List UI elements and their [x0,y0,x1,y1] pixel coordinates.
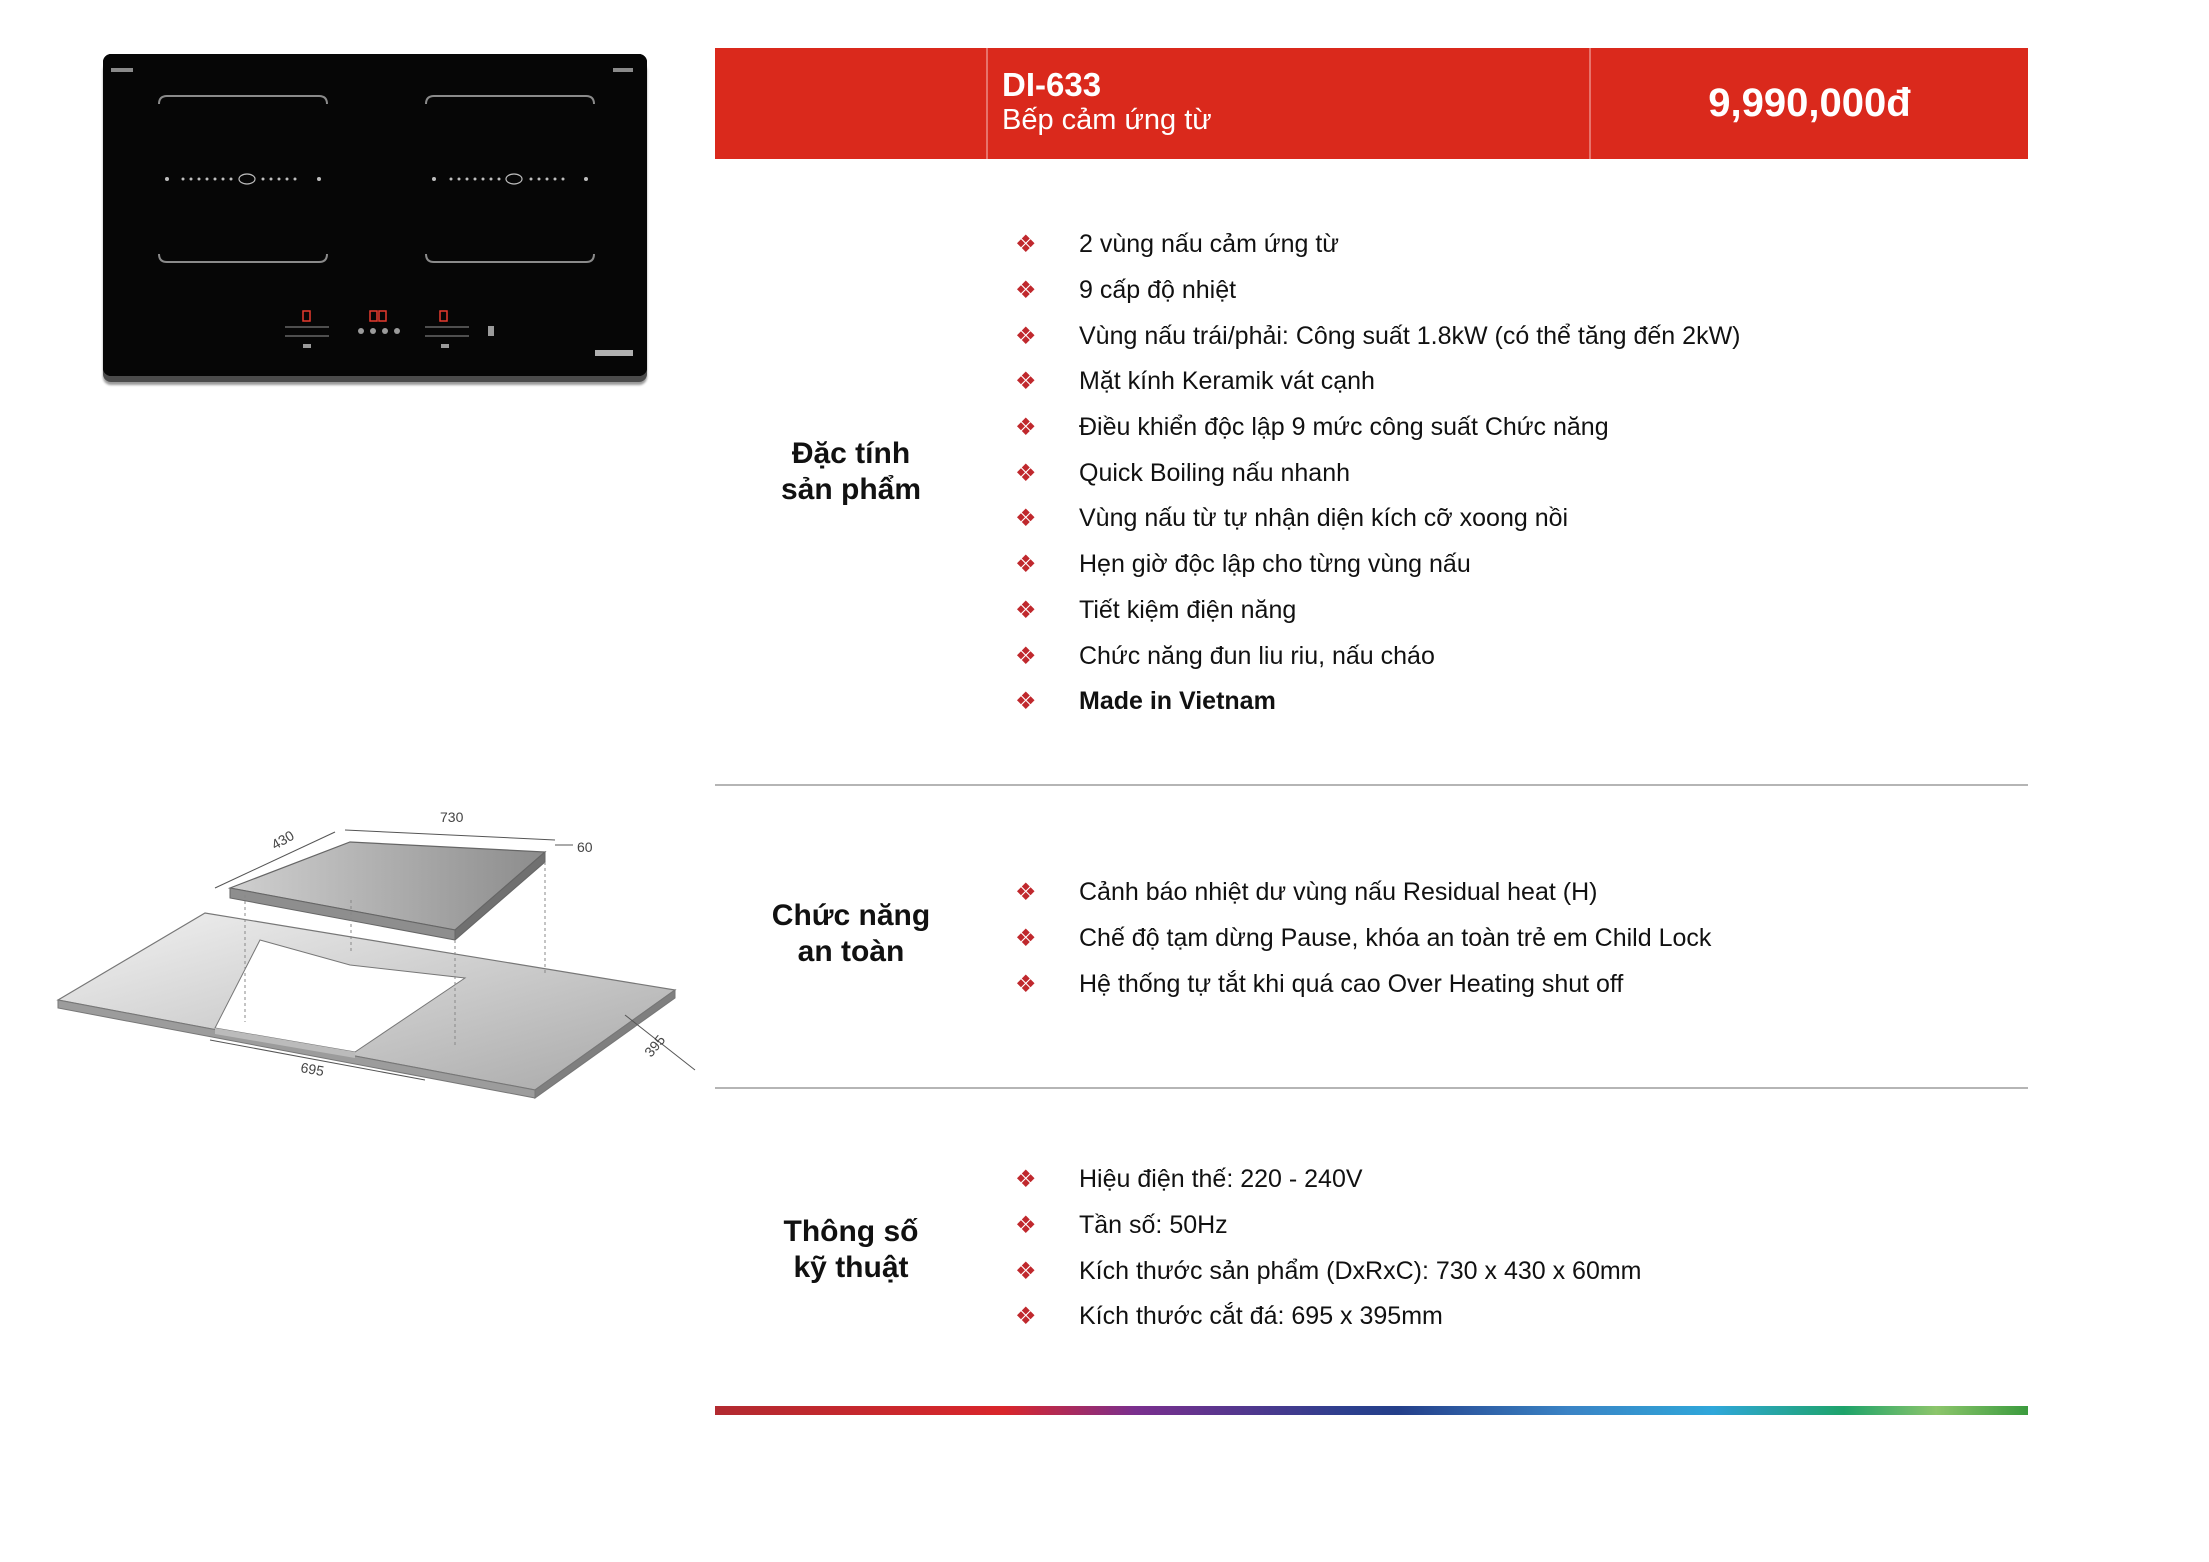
section-label-line: Thông số [783,1215,919,1248]
diamond-bullet-icon: ❖ [1015,322,1037,350]
diamond-bullet-icon: ❖ [1015,505,1037,533]
list-item-text: Hệ thống tự tắt khi quá cao Over Heating shut off [1079,969,1624,998]
diamond-bullet-icon: ❖ [1015,688,1037,716]
spec-list [1015,1157,1642,1340]
list-item [1015,1294,1642,1340]
section-label-line: Đặc tính [791,437,911,470]
dimension-label: 730 [440,809,464,825]
diamond-bullet-icon: ❖ [1015,596,1037,624]
diamond-bullet-icon: ❖ [1015,414,1037,442]
diamond-bullet-icon: ❖ [1015,551,1037,579]
list-item-text: Made in Vietnam [1079,687,1276,716]
list-item [1015,961,1711,1007]
cooktop-drawing [103,54,647,376]
diamond-bullet-icon: ❖ [1015,1257,1037,1285]
list-item-text: Vùng nấu từ tự nhận diện kích cỡ xoong nồi [1079,504,1569,533]
list-item [1015,588,1741,634]
list-item [1015,542,1741,588]
section-label-line: an toàn [797,935,905,968]
diamond-bullet-icon: ❖ [1015,368,1037,396]
diamond-bullet-icon: ❖ [1015,1303,1037,1331]
installation-diagram [55,800,705,1110]
list-item-text: Kích thước sản phẩm (DxRxC): 730 x 430 x 60mm [1079,1256,1642,1285]
diamond-bullet-icon: ❖ [1015,879,1037,907]
list-item [1015,633,1741,679]
list-item [1015,916,1711,962]
list-item-text: Chế độ tạm dừng Pause, khóa an toàn trẻ em Child Lock [1079,924,1712,953]
list-item [1015,496,1741,542]
list-item [1015,1157,1642,1203]
list-item [1015,313,1741,359]
list-item [1015,870,1711,916]
diamond-bullet-icon: ❖ [1015,277,1037,305]
list-item [1015,222,1741,268]
section-label-features [715,436,987,508]
color-stripe [715,1406,2028,1415]
dimension-label: 695 [299,1059,326,1080]
list-item-text: Hiệu điện thế: 220 - 240V [1079,1165,1363,1194]
section-label-line: sản phẩm [780,473,922,506]
list-item-text: Chức năng đun liu riu, nấu cháo [1079,641,1435,670]
list-item-text: Vùng nấu trái/phải: Công suất 1.8kW (có thể tăng đến 2kW) [1079,321,1741,350]
list-item [1015,679,1741,725]
diamond-bullet-icon: ❖ [1015,459,1037,487]
section-divider [715,784,2028,786]
feature-list [1015,222,1741,725]
diamond-bullet-icon: ❖ [1015,925,1037,953]
dimension-label: 60 [577,839,593,855]
cutout-dimension-drawing [55,800,705,1110]
product-header [715,48,2028,159]
list-item-text: Cảnh báo nhiệt dư vùng nấu Residual heat (H) [1079,878,1598,907]
safety-list [1015,870,1711,1007]
product-image [103,54,647,376]
list-item-text: Quick Boiling nấu nhanh [1079,458,1351,487]
diamond-bullet-icon: ❖ [1015,231,1037,259]
list-item-text: Mặt kính Keramik vát cạnh [1079,367,1375,396]
diamond-bullet-icon: ❖ [1015,1166,1037,1194]
list-item [1015,450,1741,496]
list-item-text: Hẹn giờ độc lập cho từng vùng nấu [1079,550,1471,579]
list-item-text: Tiết kiệm điện năng [1079,595,1297,624]
list-item-text: Tần số: 50Hz [1079,1211,1228,1240]
product-type: Bếp cảm ứng từ [1002,104,1212,136]
section-label-line: kỹ thuật [793,1251,909,1284]
section-label-specs [715,1214,987,1286]
list-item-text: Điều khiển độc lập 9 mức công suất Chức năng [1079,413,1609,442]
section-label-safety [715,898,987,970]
list-item [1015,1203,1642,1249]
model-code: DI-633 [1002,66,1102,103]
diamond-bullet-icon: ❖ [1015,642,1037,670]
price: 9,990,000đ [1708,81,1911,125]
list-item [1015,1248,1642,1294]
list-item [1015,359,1741,405]
list-item [1015,405,1741,451]
dimension-label: 395 [641,1031,669,1060]
list-item-text: Kích thước cắt đá: 695 x 395mm [1079,1302,1443,1331]
section-divider [715,1087,2028,1089]
list-item-text: 9 cấp độ nhiệt [1079,276,1237,305]
diamond-bullet-icon: ❖ [1015,1212,1037,1240]
list-item-text: 2 vùng nấu cảm ứng từ [1079,230,1340,259]
dimension-label: 430 [268,827,297,853]
section-label-line: Chức năng [771,899,931,932]
list-item [1015,268,1741,314]
diamond-bullet-icon: ❖ [1015,970,1037,998]
header-divider [986,48,988,159]
